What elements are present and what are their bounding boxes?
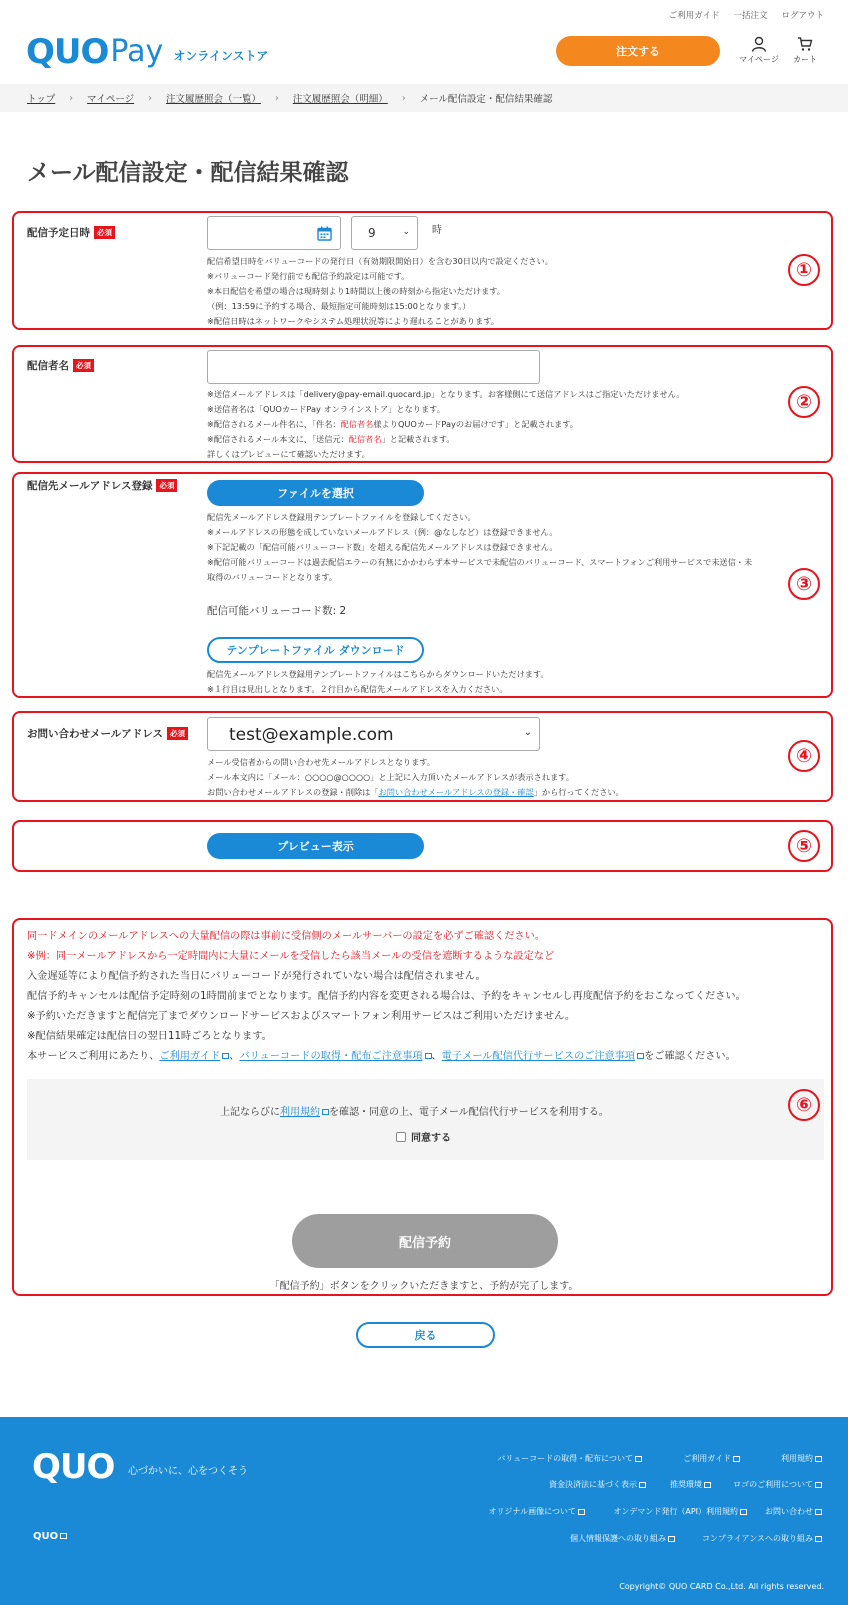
delivery-datetime-label: [27, 225, 115, 240]
footer-link-text: 個人情報保護への取り組み: [570, 1534, 666, 1543]
note-line: ※１行目は見出しとなります。２行目から配信先メールアドレスを入力ください。: [207, 684, 508, 694]
contact-email-label: [27, 726, 188, 741]
footer-link-text: ロゴのご利用について: [733, 1480, 813, 1489]
footer-link[interactable]: [733, 1479, 822, 1490]
breadcrumb-top[interactable]: トップ: [27, 94, 56, 105]
terms-link[interactable]: 利用規約: [280, 1107, 320, 1118]
note-line: メール本文内に「メール：○○○○@○○○○」と上記に入力頂いたメールアドレスが表示されます。: [207, 772, 574, 782]
note-line: ※配信日時はネットワークやシステム処理状況等により遅れることがあります。: [207, 316, 499, 326]
chevron-down-icon: ⌄: [523, 727, 532, 738]
email-service-notes-link[interactable]: 電子メール配信代行サービスのご注意事項: [441, 1051, 636, 1062]
section-recipient-upload: [12, 472, 833, 698]
chevron-right-icon: ›: [69, 92, 74, 104]
contact-email-label-text: お問い合わせメールアドレス: [27, 728, 163, 740]
note-line: ※本日配信を希望の場合は現時刻より1時間以上後の時刻から指定いただけます。: [207, 286, 505, 296]
footer-link-text: ご利用ガイド: [683, 1454, 731, 1463]
notice-text: 、: [431, 1051, 442, 1062]
external-link-icon: [668, 1536, 675, 1542]
footer-small-logo-text: QUO: [33, 1531, 59, 1542]
sender-name-label-text: 配信者名: [27, 360, 69, 372]
file-select-button[interactable]: ファイルを選択: [207, 480, 424, 506]
note-line: [207, 785, 624, 800]
footer: [0, 1417, 848, 1605]
note-line: ※送信メールアドレスは「delivery@pay-email.quocard.jp」となります。お客様側にて送信アドレスはご指定いただけません。: [207, 389, 685, 399]
note-line: [207, 417, 684, 432]
available-code-count: 配信可能バリューコード数: 2: [207, 605, 347, 617]
footer-link-text: オリジナル画像について: [488, 1507, 576, 1516]
footer-small-logo[interactable]: [33, 1531, 67, 1542]
logo-pay-text: Pay: [110, 34, 164, 69]
bulk-order-link[interactable]: 一括注文: [733, 11, 768, 21]
footer-link[interactable]: [613, 1506, 747, 1517]
template-download-button[interactable]: テンプレートファイル ダウンロード: [207, 637, 424, 663]
page-title: メール配信設定・配信結果確認: [27, 160, 349, 186]
breadcrumb-order-detail[interactable]: 注文履歴照会（明細）: [292, 94, 388, 105]
utility-links: [669, 9, 824, 21]
annotation-marker-6: ⑥: [788, 1089, 820, 1121]
logo-quo-text: QUO: [26, 32, 109, 72]
external-link-icon: [733, 1456, 740, 1462]
preview-button[interactable]: プレビュー表示: [207, 833, 424, 859]
footer-link[interactable]: [570, 1533, 675, 1544]
notice-text: をご確認ください。: [644, 1051, 736, 1062]
external-link-icon: [322, 1109, 329, 1115]
agree-checkbox[interactable]: [396, 1132, 406, 1142]
notice-text: 本サービスご利用にあたり、: [27, 1051, 160, 1062]
chevron-right-icon: ›: [401, 92, 406, 104]
copyright: Copyright© QUO CARD Co.,Ltd. All rights reserved.: [619, 1582, 824, 1591]
footer-link[interactable]: [702, 1533, 822, 1544]
chevron-right-icon: ›: [274, 92, 279, 104]
external-link-icon: [578, 1509, 585, 1515]
external-link-icon: [60, 1533, 67, 1539]
annotation-marker-1: ①: [788, 254, 820, 286]
contact-email-select[interactable]: [207, 717, 540, 751]
footer-link-text: お問い合わせ: [765, 1507, 813, 1516]
reserve-button[interactable]: 配信予約: [292, 1214, 558, 1268]
footer-link[interactable]: [683, 1453, 740, 1464]
footer-link[interactable]: [765, 1506, 822, 1517]
external-link-icon: [639, 1482, 646, 1488]
notice-payment-delay: 入金遅延等により配信予約された当日にバリューコードが発行されていない場合は配信されません。: [27, 971, 486, 982]
external-link-icon: [815, 1509, 822, 1515]
agree-checkbox-row[interactable]: [396, 1129, 451, 1144]
user-icon: [751, 36, 767, 52]
annotation-marker-3: ③: [788, 568, 820, 600]
hour-select-value: 9: [368, 226, 376, 240]
required-badge: 必須: [73, 359, 94, 372]
note-text: 」と記載されます。: [381, 434, 455, 444]
footer-link-text: 資金決済法に基づく表示: [549, 1480, 637, 1489]
notice-confirm-links: [27, 1047, 736, 1062]
cart-label: カート: [793, 55, 817, 64]
contact-email-register-link[interactable]: お問い合わせメールアドレスの登録・確認: [378, 787, 534, 797]
date-input[interactable]: [207, 216, 341, 250]
external-link-icon: [635, 1456, 642, 1462]
agreement-text-part: 上記ならびに: [220, 1107, 280, 1118]
agreement-text-part: を確認・同意の上、電子メール配信代行サービスを利用する。: [329, 1107, 609, 1118]
sender-name-input[interactable]: [207, 350, 540, 384]
note-line: 取得のバリューコードとなります。: [207, 572, 338, 582]
recipient-upload-notes: [207, 510, 752, 585]
agreement-panel: [27, 1079, 824, 1160]
notice-bulk-domain: 同一ドメインのメールアドレスへの大量配信の際は事前に受信側のメールサーバーの設定を必ずご確認ください。: [27, 931, 546, 942]
reserve-note: 「配信予約」ボタンをクリックいただきますと、予約が完了します。: [269, 1281, 579, 1292]
external-link-icon: [815, 1456, 822, 1462]
external-link-icon: [740, 1509, 747, 1515]
footer-link[interactable]: [497, 1453, 642, 1464]
footer-link[interactable]: [670, 1479, 711, 1490]
mypage-button[interactable]: [737, 36, 781, 65]
note-line: ※配信可能バリューコードは過去配信エラーの有無にかかわらず本サービスで未配信のバリューコード、スマートフォンご利用サービスで未送信・未: [207, 557, 753, 567]
chevron-right-icon: ›: [148, 92, 152, 104]
note-line: [207, 432, 684, 447]
delivery-datetime-notes: [207, 254, 553, 329]
required-badge: 必須: [167, 727, 188, 740]
note-line: ※バリューコード発行前でも配信予約設定は可能です。: [207, 271, 410, 281]
note-line: ※下記記載の「配信可能バリューコード数」を超える配信先メールアドレスは登録できません。: [207, 542, 558, 552]
external-link-icon: [815, 1482, 822, 1488]
annotation-marker-2: ②: [788, 386, 820, 418]
back-button[interactable]: 戻る: [356, 1322, 495, 1348]
note-line: 配信先メールアドレス登録用テンプレートファイルを登録してください。: [207, 512, 476, 522]
note-text: 様よりQUOカードPayのお届けです」と記載されます。: [373, 419, 578, 429]
hour-unit: 時: [432, 225, 442, 236]
footer-link-text: 利用規約: [781, 1454, 813, 1463]
delivery-datetime-label-text: 配信予定日時: [27, 227, 90, 239]
note-line: メール受信者からの問い合わせ先メールアドレスとなります。: [207, 757, 436, 767]
contact-email-notes: [207, 755, 624, 800]
notice-text: 、: [229, 1051, 240, 1062]
sender-name-highlight: 配信者名: [340, 419, 374, 429]
order-button[interactable]: 注文する: [556, 36, 720, 66]
required-badge: 必須: [156, 479, 177, 492]
note-text: お問い合わせメールアドレスの登録・削除は「: [207, 787, 379, 797]
note-text: ※配信されるメール件名に、「件名：: [207, 419, 341, 429]
logout-link[interactable]: ログアウト: [781, 11, 824, 21]
site-logo[interactable]: [26, 32, 269, 72]
calendar-icon[interactable]: [317, 226, 332, 241]
breadcrumb-order-list[interactable]: 注文履歴照会（一覧）: [165, 94, 261, 105]
footer-link[interactable]: [781, 1453, 822, 1464]
recipient-upload-label-text: 配信先メールアドレス登録: [27, 480, 153, 492]
external-link-icon: [815, 1536, 822, 1542]
chevron-down-icon: ⌄: [402, 227, 410, 237]
required-badge: 必須: [94, 226, 115, 239]
agree-checkbox-label: 同意する: [411, 1133, 451, 1144]
external-link-icon: [704, 1482, 711, 1488]
notice-service-lock: ※予約いただきますと配信完了までダウンロードサービスおよびスマートフォン利用サービスはご利用いただけません。: [27, 1011, 576, 1022]
breadcrumb-current: メール配信設定・配信結果確認: [419, 94, 553, 105]
footer-tagline: 心づかいに、心をつくそう: [128, 1466, 248, 1477]
notice-example: ※例：同一メールアドレスから一定時間内に大量にメールを受信したら該当メールの受信を遮断するような設定など: [27, 951, 555, 962]
hour-select[interactable]: [351, 216, 418, 250]
footer-link-text: オンデマンド発行（API）利用規約: [613, 1507, 738, 1516]
note-line: 配信希望日時をバリューコードの発行日（有効期限開始日）を含む30日以内で設定ください。: [207, 256, 553, 266]
note-line: （例：13:59に予約する場合、最短指定可能時刻は15:00となります。）: [207, 301, 471, 311]
footer-link-text: コンプライアンスへの取り組み: [702, 1534, 813, 1543]
cart-icon: [797, 36, 813, 52]
annotation-marker-5: ⑤: [788, 830, 820, 862]
sender-name-highlight: 配信者名: [348, 434, 382, 444]
note-line: 配信先メールアドレス登録用テンプレートファイルはこちらからダウンロードいただけます。: [207, 669, 549, 679]
breadcrumb: [0, 84, 848, 112]
notice-result-time: ※配信結果確定は配信日の翌日11時ごろとなります。: [27, 1031, 272, 1042]
footer-link[interactable]: [489, 1506, 585, 1517]
agreement-text: [220, 1103, 609, 1118]
footer-link-text: 推奨環境: [670, 1480, 702, 1489]
footer-link-text: バリューコードの取得・配布について: [497, 1454, 633, 1463]
logo-store-text: オンラインストア: [173, 48, 269, 63]
guide-link[interactable]: ご利用ガイド: [159, 1051, 221, 1062]
note-text: 」から行ってください。: [533, 787, 624, 797]
breadcrumb-mypage[interactable]: マイページ: [87, 94, 135, 105]
sender-name-notes: [207, 387, 684, 462]
footer-logo[interactable]: QUO: [32, 1447, 115, 1487]
value-code-notes-link[interactable]: バリューコードの取得・配布ご注意事項: [239, 1051, 423, 1062]
cart-button[interactable]: [783, 36, 827, 65]
note-line: ※送信者名は「QUOカードPay オンラインストア」となります。: [207, 404, 445, 414]
note-line: ※メールアドレスの形態を成していないメールアドレス（例：@なしなど）は登録できません。: [207, 527, 558, 537]
annotation-marker-4: ④: [788, 740, 820, 772]
external-link-icon: [425, 1053, 432, 1059]
note-line: 詳しくはプレビューにて確認いただけます。: [207, 449, 370, 459]
contact-email-value: test@example.com: [229, 725, 394, 745]
notice-cancel: 配信予約キャンセルは配信予定時刻の1時間前までとなります。配信予約内容を変更される場合は、予約をキャンセルし再度配信予約をおこなってください。: [27, 991, 746, 1002]
footer-link[interactable]: [549, 1479, 646, 1490]
recipient-upload-label: [27, 478, 177, 493]
template-notes: [207, 667, 549, 697]
guide-link[interactable]: ご利用ガイド: [668, 11, 720, 21]
mypage-label: マイページ: [739, 55, 779, 64]
sender-name-label: [27, 358, 94, 373]
note-text: ※配信されるメール本文に、「送信元：: [207, 434, 349, 444]
